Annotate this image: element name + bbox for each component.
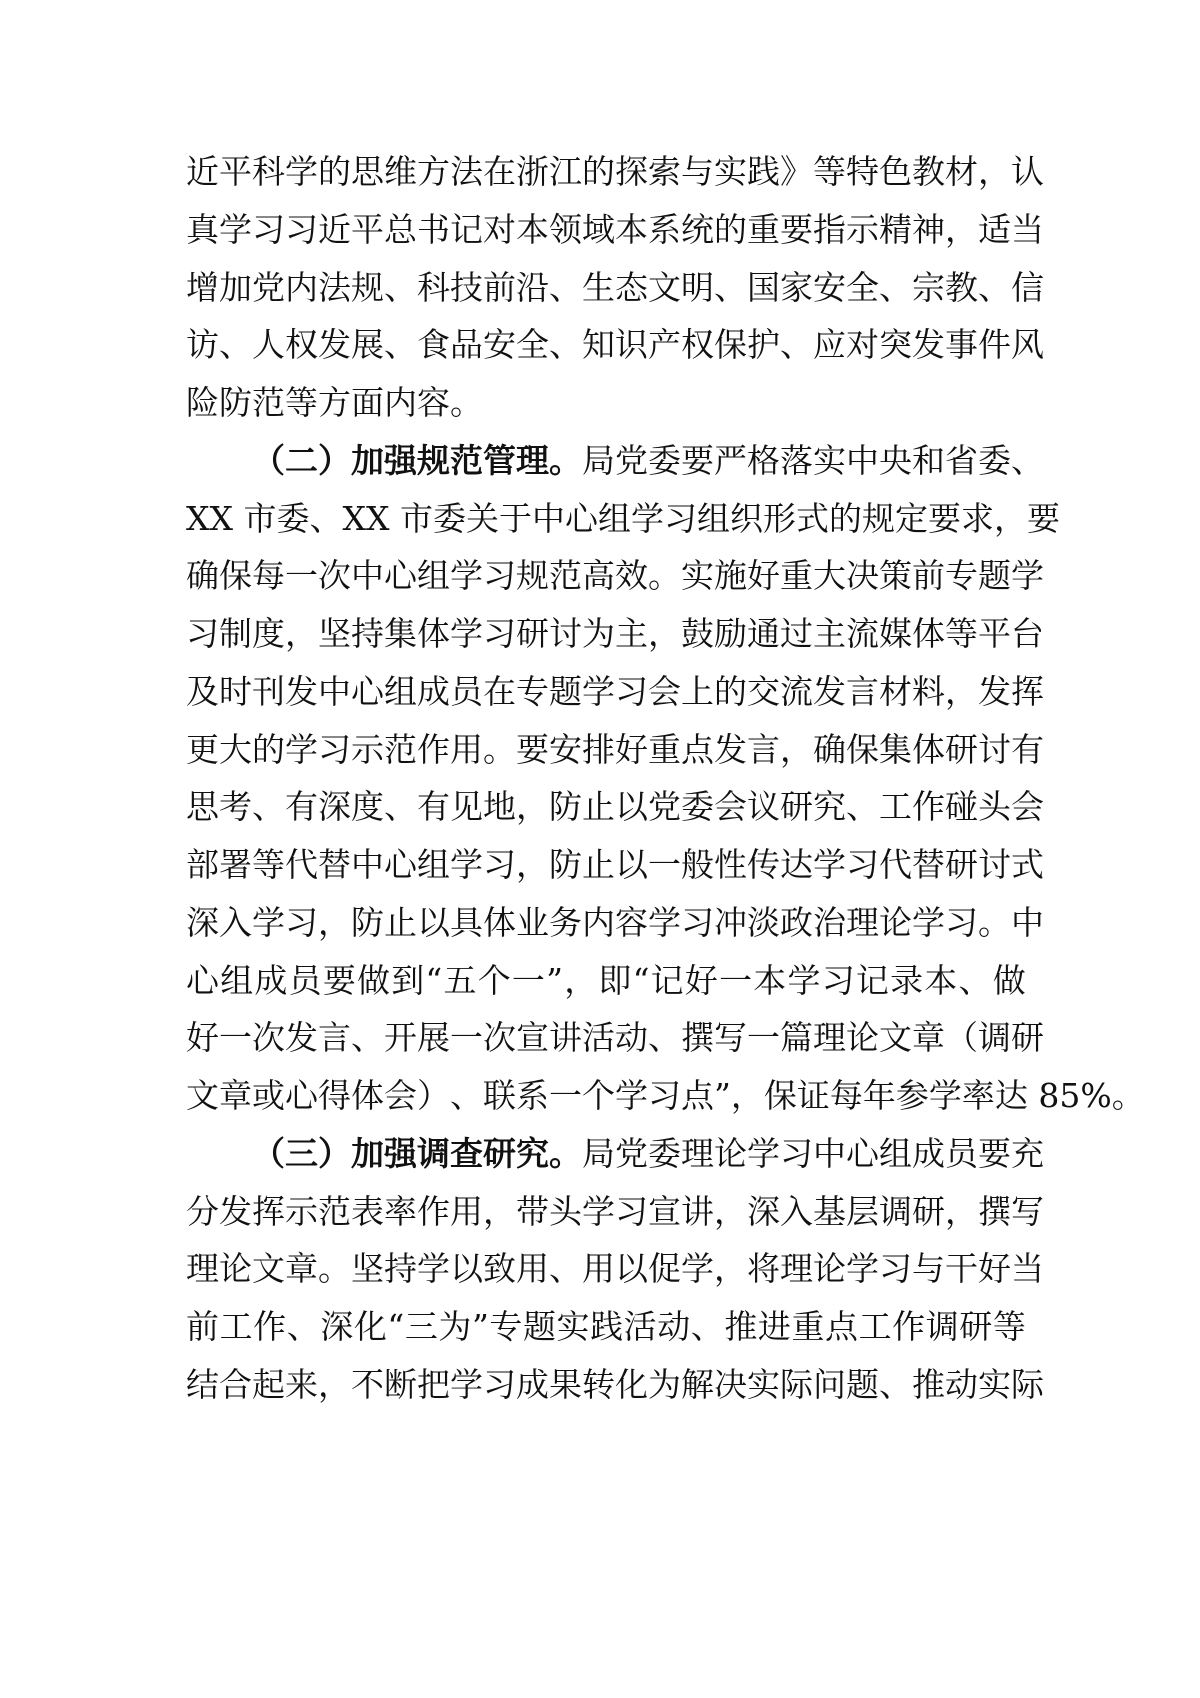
paragraph-line: 及 时 刊 发 中 心 组 成 员 在 专 题 学 习 会 上 的 交 流 发 言 材 料 ， 发 挥 <box>186 672 1044 711</box>
paragraph-line: X X 市 委 、 X X 市 委 关 于 中 心 组 学 习 组 织 形 式 的 规 定 要 求 ， 要 <box>186 499 1060 538</box>
paragraph-line: 确 保 每 一 次 中 心 组 学 习 规 范 高 效 。 实 施 好 重 大 决 策 前 专 题 学 <box>186 556 1044 595</box>
paragraph-line: 文 章 或 心 得 体 会 ） 、 联 系 一 个 学 习 点 ” ， 保 证 每 年 参 学 率 达 8 5 % 。 <box>186 1076 1145 1115</box>
section-heading: （二）加强规范管理。 <box>252 441 582 480</box>
paragraph-line: 理 论 文 章 。 坚 持 学 以 致 用 、 用 以 促 学 ， 将 理 论 学 习 与 干 好 当 <box>186 1249 1044 1288</box>
paragraph-line: 更 大 的 学 习 示 范 作 用 。 要 安 排 好 重 点 发 言 ， 确 保 集 体 研 讨 有 <box>186 730 1044 769</box>
paragraph-text: 局党委要严格落实中央和省委、 <box>582 441 1044 480</box>
paragraph-line: 部 署 等 代 替 中 心 组 学 习 ， 防 止 以 一 般 性 传 达 学 习 代 替 研 讨 式 <box>186 845 1044 884</box>
paragraph-line: 结 合 起 来 ， 不 断 把 学 习 成 果 转 化 为 解 决 实 际 问 题 、 推 动 实 际 <box>186 1365 1044 1404</box>
paragraph-line: 好 一 次 发 言 、 开 展 一 次 宣 讲 活 动 、 撰 写 一 篇 理 论 文 章 （ 调 研 <box>186 1018 1044 1057</box>
paragraph-line: 习 制 度 ， 坚 持 集 体 学 习 研 讨 为 主 ， 鼓 励 通 过 主 流 媒 体 等 平 台 <box>186 614 1044 653</box>
paragraph-line: 增 加 党 内 法 规 、 科 技 前 沿 、 生 态 文 明 、 国 家 安 全 、 宗 教 、 信 <box>186 268 1044 307</box>
paragraph-first-line <box>252 441 1044 481</box>
paragraph-line: 前 工 作 、 深 化 “ 三 为 ” 专 题 实 践 活 动 、 推 进 重 点 工 作 调 研 等 <box>186 1307 1026 1346</box>
paragraph-line: 近 平 科 学 的 思 维 方 法 在 浙 江 的 探 索 与 实 践 》 等 特 色 教 材 ， 认 <box>186 152 1044 191</box>
paragraph-text: 局党委理论学习中心组成员要充 <box>582 1134 1044 1173</box>
paragraph-line: 心 组 成 员 要 做 到 “ 五 个 一 ” ， 即 “ 记 好 一 本 学 习 记 录 本 、 做 <box>186 961 1026 1000</box>
paragraph-line: 思 考 、 有 深 度 、 有 见 地 ， 防 止 以 党 委 会 议 研 究 、 工 作 碰 头 会 <box>186 787 1044 826</box>
paragraph-line: 险防范等方面内容。 <box>186 383 483 422</box>
paragraph-line: 访 、 人 权 发 展 、 食 品 安 全 、 知 识 产 权 保 护 、 应 对 突 发 事 件 风 <box>186 325 1044 364</box>
paragraph-line: 分 发 挥 示 范 表 率 作 用 ， 带 头 学 习 宣 讲 ， 深 入 基 层 调 研 ， 撰 写 <box>186 1192 1044 1231</box>
paragraph-first-line <box>252 1134 1044 1174</box>
paragraph-line: 深 入 学 习 ， 防 止 以 具 体 业 务 内 容 学 习 冲 淡 政 治 理 论 学 习 。 中 <box>186 903 1044 942</box>
paragraph-line: 真 学 习 习 近 平 总 书 记 对 本 领 域 本 系 统 的 重 要 指 示 精 神 ， 适 当 <box>186 210 1044 249</box>
section-heading: （三）加强调查研究。 <box>252 1134 582 1173</box>
